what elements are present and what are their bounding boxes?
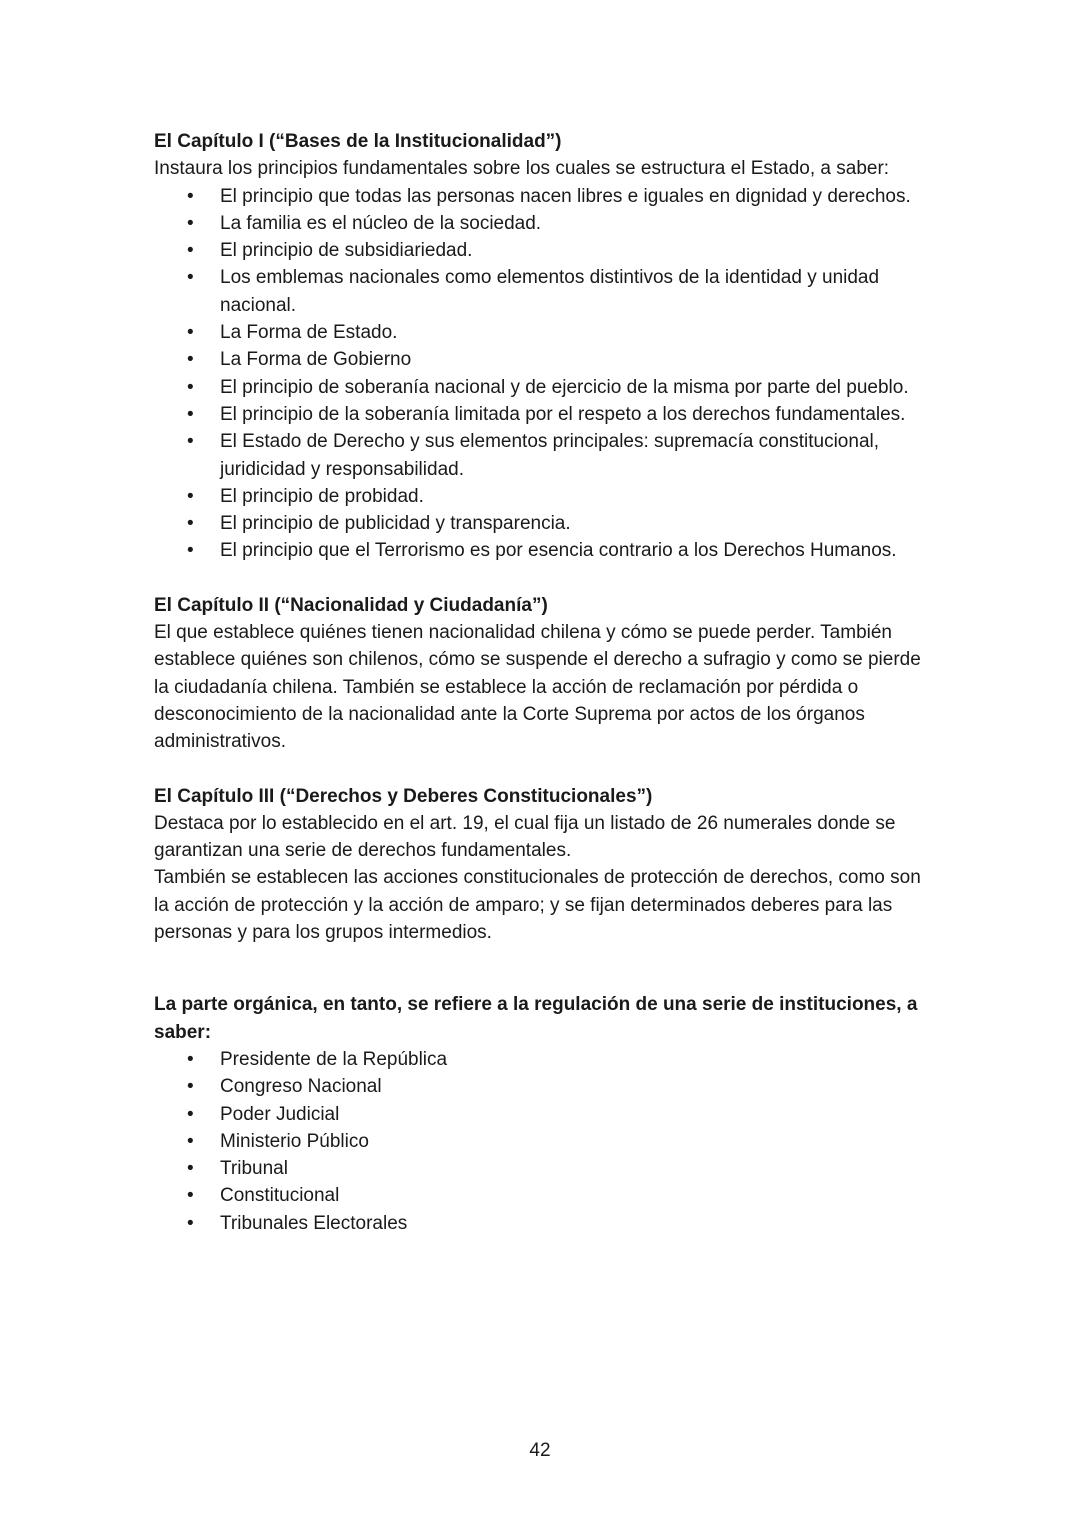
bullet-icon: • (187, 322, 194, 344)
chapter-2-body-end: administrativos. (154, 731, 286, 753)
list-item (154, 210, 924, 237)
list-item-text: Presidente de la República (220, 1048, 448, 1070)
section-spacer (154, 565, 924, 592)
bullet-icon: • (187, 267, 194, 289)
list-item-text: El principio de subsidiariedad. (220, 240, 473, 262)
bullet-icon: • (187, 1048, 194, 1070)
list-item (154, 510, 924, 537)
list-item-text: El principio de soberanía nacional y de ejercicio de la misma por parte del pueblo. (220, 376, 909, 398)
chapter-2-title: El Capítulo II (“Nacionalidad y Ciudadanía”) (154, 594, 548, 616)
section-spacer (154, 756, 924, 783)
list-item (154, 237, 924, 264)
list-item-text: El principio de probidad. (220, 485, 424, 507)
bullet-icon: • (187, 485, 194, 507)
page-number: 42 (529, 1440, 551, 1461)
list-item (154, 264, 924, 319)
list-item (154, 1101, 924, 1128)
list-item (154, 1155, 924, 1182)
page-content (154, 128, 924, 1237)
list-item-text: Los emblemas nacionales como elementos distintivos de la identidad y unidad nacional. (220, 267, 880, 316)
list-item-text: La Forma de Estado. (220, 322, 398, 344)
bullet-icon: • (187, 1076, 194, 1098)
list-item (154, 346, 924, 373)
chapter-1-intro: Instaura los principios fundamentales sobre los cuales se estructura el Estado, a saber: (154, 158, 890, 180)
list-item-text: El principio de publicidad y transparencia. (220, 513, 571, 535)
list-item-text: Tribunales Electorales (220, 1212, 408, 1234)
list-item (154, 1210, 924, 1237)
organic-part-title: La parte orgánica, en tanto, se refiere a la regulación de una serie de instituciones, a saber: (154, 994, 918, 1043)
list-item-text: Tribunal (220, 1158, 288, 1180)
institutions-list (154, 1046, 924, 1237)
list-item (154, 1073, 924, 1100)
bullet-icon: • (187, 403, 194, 425)
list-item-text: Constitucional (220, 1185, 340, 1207)
section-spacer (154, 946, 924, 991)
chapter-3-title: El Capítulo III (“Derechos y Deberes Constitucionales”) (154, 785, 653, 807)
list-item-text: Poder Judicial (220, 1103, 340, 1125)
list-item (154, 319, 924, 346)
list-item (154, 374, 924, 401)
bullet-icon: • (187, 513, 194, 535)
list-item (154, 183, 924, 210)
chapter-3-paragraph-1: Destaca por lo establecido en el art. 19, el cual fija un listado de 26 numerales donde se garantizan una serie de derechos fundamentales. (154, 812, 896, 862)
bullet-icon: • (187, 1158, 194, 1180)
bullet-icon: • (187, 212, 194, 234)
list-item-text: El principio que todas las personas nacen libres e iguales en dignidad y derechos. (220, 185, 911, 207)
chapter-2-body: El que establece quiénes tienen nacionalidad chilena y cómo se puede perder. También establece quiénes son chilenos, cómo se suspende el derecho a sufragio y como se pierde la ciudadanía chilena. También se establece la acción de reclamación por pérdida o desconocimiento de la nacionalidad ante la Corte Suprema por actos de los órganos (154, 622, 921, 725)
list-item (154, 537, 924, 564)
bullet-icon: • (187, 349, 194, 371)
list-item-text: El Estado de Derecho y sus elementos principales: supremacía constitucional, juridicidad y responsabilidad. (220, 431, 880, 480)
list-item (154, 1046, 924, 1073)
list-item-text: La familia es el núcleo de la sociedad. (220, 212, 542, 234)
bullet-icon: • (187, 540, 194, 562)
bullet-icon: • (187, 1212, 194, 1234)
list-item (154, 1182, 924, 1209)
bullet-icon: • (187, 431, 194, 453)
bullet-icon: • (187, 376, 194, 398)
list-item-text: Ministerio Público (220, 1130, 369, 1152)
list-item-text: El principio que el Terrorismo es por esencia contrario a los Derechos Humanos. (220, 540, 897, 562)
bullet-icon: • (187, 1185, 194, 1207)
list-item-text: El principio de la soberanía limitada por el respeto a los derechos fundamentales. (220, 403, 906, 425)
list-item (154, 483, 924, 510)
chapter-1-title: El Capítulo I (“Bases de la Institucionalidad”) (154, 131, 562, 152)
bullet-icon: • (187, 1103, 194, 1125)
list-item-text: La Forma de Gobierno (220, 349, 412, 371)
list-item (154, 401, 924, 428)
chapter-1-principles-list (154, 183, 924, 565)
bullet-icon: • (187, 1130, 194, 1152)
bullet-icon: • (187, 240, 194, 262)
chapter-3-paragraph-2: También se establecen las acciones constitucionales de protección de derechos, como son la acción de protección y la acción de amparo; y se fijan determinados deberes para las personas y para los grupos intermedios. (154, 867, 921, 944)
list-item (154, 428, 924, 483)
list-item-text: Congreso Nacional (220, 1076, 382, 1098)
bullet-icon: • (187, 185, 194, 207)
list-item (154, 1128, 924, 1155)
